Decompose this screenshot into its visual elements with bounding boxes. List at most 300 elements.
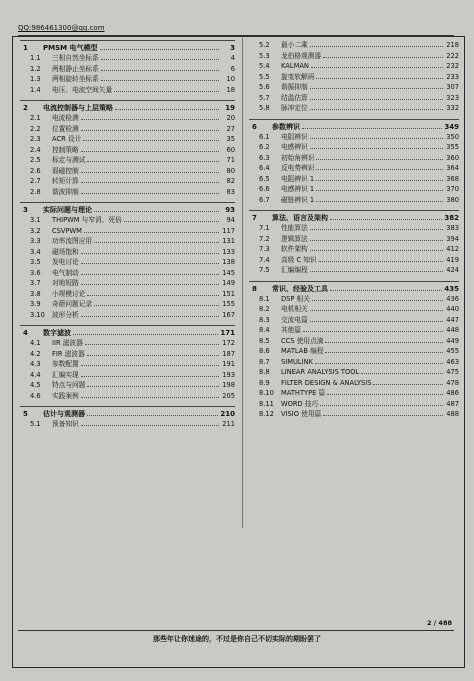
toc-entry-title: 其他篇 — [281, 326, 302, 334]
toc-entry-title: 谐振抑制 — [281, 83, 308, 91]
toc-leader-dots — [311, 61, 443, 68]
toc-section-entry[interactable] — [20, 419, 235, 430]
toc-section-entry[interactable] — [20, 215, 235, 226]
toc-leader-dots — [87, 349, 219, 356]
toc-entry-number: 2.8 — [30, 187, 41, 196]
toc-entry-title: VISIO 使用篇 — [281, 410, 322, 418]
toc-entry-page: 71 — [226, 156, 235, 164]
toc-entry-number: 1.3 — [30, 75, 41, 83]
toc-entry-page: 440 — [446, 305, 459, 313]
toc-entry-number: 8 — [252, 284, 257, 293]
toc-entry-page: 307 — [446, 83, 459, 91]
toc-entry-page: 350 — [446, 132, 459, 141]
toc-section-entry[interactable] — [249, 244, 459, 255]
toc-section-entry[interactable] — [20, 155, 235, 166]
toc-entry-title: 估计与观测器 — [43, 410, 85, 418]
toc-entry-number: 7.5 — [259, 266, 270, 274]
toc-entry-page: 447 — [446, 315, 459, 324]
toc-entry-page: 360 — [446, 153, 459, 162]
toc-entry-page: 436 — [446, 294, 459, 303]
toc-entry-page: 155 — [222, 300, 235, 308]
toc-entry-number: 6.7 — [259, 195, 270, 204]
toc-entry-page: 145 — [222, 268, 235, 277]
toc-entry-title: CCS 使用点滴 — [281, 336, 324, 345]
toc-entry-title: 电感辨识 — [281, 143, 308, 151]
toc-entry-number: 5.6 — [259, 83, 270, 91]
toc-entry-title: 电感辨识 1 — [281, 185, 315, 193]
toc-entry-page: 93 — [225, 206, 235, 214]
toc-entry-number: 8.7 — [259, 357, 270, 366]
toc-section-entry[interactable] — [249, 51, 459, 62]
toc-entry-title: 发电讨论 — [52, 258, 79, 266]
toc-entry-page: 20 — [226, 114, 235, 122]
toc-entry-title: 交流电篇 — [281, 315, 308, 324]
toc-entry-number: 7.2 — [259, 234, 270, 243]
toc-section-entry[interactable] — [249, 174, 459, 185]
toc-section-entry[interactable] — [20, 85, 235, 96]
toc-section-entry[interactable] — [20, 187, 235, 198]
toc-entry-title: CSVPWM — [52, 226, 82, 235]
toc-leader-dots — [319, 255, 443, 262]
toc-entry-page: 475 — [446, 368, 459, 376]
toc-entry-page: 210 — [220, 410, 235, 418]
toc-section-entry[interactable] — [249, 132, 459, 143]
toc-section-entry[interactable] — [249, 163, 459, 174]
toc-entry-number: 8.5 — [259, 336, 270, 345]
toc-entry-page: 131 — [222, 237, 235, 245]
toc-section-entry[interactable] — [249, 103, 459, 114]
toc-entry-page: 149 — [222, 279, 235, 287]
toc-entry-page: 435 — [444, 284, 459, 293]
toc-entry-number: 3.9 — [30, 300, 41, 308]
toc-section-entry[interactable] — [20, 74, 235, 85]
toc-entry-page: 449 — [446, 336, 459, 345]
toc-entry-title: THIPWM 与窄消、死倍 — [52, 216, 122, 224]
toc-chapter-entry[interactable] — [249, 281, 459, 294]
toc-entry-page: 233 — [446, 72, 459, 81]
toc-entry-page: 18 — [226, 85, 235, 94]
toc-section-entry[interactable] — [20, 64, 235, 75]
toc-entry-title: PMSM 电气模型 — [43, 44, 98, 52]
toc-entry-number: 3.2 — [30, 226, 41, 235]
toc-entry-number: 2.1 — [30, 114, 41, 122]
toc-entry-title: 汇编实现 — [52, 370, 79, 379]
toc-section-entry[interactable] — [249, 409, 459, 420]
toc-entry-title: DSP 相关 — [281, 294, 310, 303]
toc-leader-dots — [330, 284, 442, 291]
toc-entry-number: 3.4 — [30, 247, 41, 256]
toc-entry-title: 电阻辨识 1 — [281, 174, 315, 183]
toc-entry-title: 反电势辨识 — [281, 164, 315, 172]
toc-entry-title: 数字滤波 — [43, 329, 71, 337]
toc-leader-dots — [124, 215, 219, 222]
toc-entry-title: 电机相关 — [281, 305, 308, 313]
toc-leader-dots — [310, 265, 443, 272]
toc-entry-number: 8.10 — [259, 389, 274, 397]
toc-entry-title: 控制策略 — [52, 145, 79, 154]
toc-entry-title: 电流控制器与上层策略 — [43, 104, 113, 112]
toc-entry-number: 7.3 — [259, 245, 270, 253]
footer-rule — [18, 630, 454, 631]
toc-chapter-entry[interactable] — [20, 40, 235, 53]
toc-entry-page: 171 — [220, 329, 235, 337]
toc-entry-number: 5.3 — [259, 51, 270, 60]
toc-section-entry[interactable] — [249, 367, 459, 378]
toc-section-entry[interactable] — [249, 378, 459, 389]
toc-section-entry[interactable] — [249, 336, 459, 347]
toc-entry-page: 167 — [222, 310, 235, 319]
toc-section-entry[interactable] — [249, 195, 459, 206]
toc-section-entry[interactable] — [249, 82, 459, 93]
toc-entry-title: 标定与测试 — [52, 156, 86, 164]
toc-leader-dots — [310, 315, 443, 322]
toc-section-entry[interactable] — [249, 40, 459, 51]
toc-entry-title: 汇编编程 — [281, 266, 308, 274]
toc-entry-page: 94 — [226, 216, 235, 224]
toc-entry-page: 394 — [446, 234, 459, 243]
toc-entry-page: 35 — [226, 135, 235, 143]
toc-section-entry[interactable] — [249, 315, 459, 326]
toc-entry-number: 6.2 — [259, 143, 270, 151]
toc-entry-number: 6.5 — [259, 174, 270, 183]
toc-entry-title: 谐波抑制 — [52, 187, 79, 196]
toc-entry-title: 三相自然坐标系 — [52, 54, 99, 62]
toc-leader-dots — [330, 213, 442, 220]
toc-entry-number: 1.2 — [30, 64, 41, 73]
toc-entry-page: 332 — [446, 104, 459, 112]
toc-leader-dots — [320, 399, 443, 406]
toc-entry-title: 位置检测 — [52, 124, 79, 133]
toc-leader-dots — [114, 85, 219, 92]
toc-entry-title: 脉冲定位 — [281, 104, 308, 112]
toc-leader-dots — [81, 359, 219, 366]
toc-section-entry[interactable] — [20, 299, 235, 310]
toc-leader-dots — [115, 103, 219, 110]
toc-entry-number: 4.3 — [30, 360, 41, 368]
toc-entry-page: 133 — [222, 247, 235, 256]
toc-right-column — [249, 40, 459, 420]
toc-chapter-entry[interactable] — [20, 325, 235, 338]
toc-entry-page: 218 — [446, 41, 459, 49]
toc-leader-dots — [87, 289, 219, 296]
toc-entry-number: 4 — [23, 329, 28, 337]
toc-section-entry[interactable] — [20, 145, 235, 156]
toc-entry-number: 3.6 — [30, 268, 41, 277]
toc-entry-title: 软件架构 — [281, 245, 308, 253]
toc-entry-title: LINEAR ANALYSIS TOOL — [281, 368, 360, 376]
toc-section-entry[interactable] — [249, 265, 459, 276]
toc-leader-dots — [315, 357, 443, 364]
toc-leader-dots — [310, 234, 443, 241]
toc-entry-number: 4.5 — [30, 381, 41, 389]
toc-leader-dots — [310, 103, 443, 110]
toc-entry-number: 4.2 — [30, 349, 41, 358]
toc-section-entry[interactable] — [20, 359, 235, 370]
toc-entry-page: 4 — [230, 54, 235, 62]
toc-leader-dots — [316, 163, 443, 170]
toc-entry-title: IIR 滤波器 — [52, 339, 83, 347]
toc-entry-page: 6 — [230, 64, 235, 73]
toc-entry-number: 4.4 — [30, 370, 41, 379]
toc-entry-number: 5.5 — [259, 72, 270, 81]
toc-entry-page: 10 — [226, 75, 235, 83]
toc-entry-page: 424 — [446, 266, 459, 274]
toc-section-entry[interactable] — [20, 124, 235, 135]
toc-leader-dots — [310, 142, 443, 149]
toc-entry-number: 5.8 — [259, 104, 270, 112]
toc-entry-number: 8.12 — [259, 410, 274, 418]
toc-leader-dots — [310, 82, 443, 89]
toc-entry-title: 转矩计算 — [52, 177, 79, 185]
toc-entry-number: 2.6 — [30, 166, 41, 175]
toc-entry-page: 83 — [226, 187, 235, 196]
toc-leader-dots — [81, 391, 219, 398]
toc-section-entry[interactable] — [20, 236, 235, 247]
toc-entry-title: MATHTYPE 篇 — [281, 389, 326, 397]
toc-section-entry[interactable] — [249, 234, 459, 245]
toc-entry-title: 龙伯格观测器 — [281, 51, 322, 60]
toc-leader-dots — [310, 223, 443, 230]
toc-entry-page: 187 — [222, 349, 235, 358]
toc-entry-number: 2.7 — [30, 177, 41, 185]
toc-section-entry[interactable] — [20, 166, 235, 177]
toc-entry-title: WORD 技巧 — [281, 399, 319, 408]
toc-section-entry[interactable] — [249, 93, 459, 104]
toc-leader-dots — [94, 205, 219, 212]
toc-entry-number: 5.1 — [30, 420, 41, 428]
toc-leader-dots — [100, 43, 219, 50]
toc-leader-dots — [316, 195, 443, 202]
toc-entry-page: 478 — [446, 378, 459, 387]
toc-entry-page: 419 — [446, 255, 459, 264]
toc-section-entry[interactable] — [20, 278, 235, 289]
toc-leader-dots — [312, 294, 443, 301]
toc-leader-dots — [310, 304, 443, 311]
toc-section-entry[interactable] — [249, 72, 459, 83]
toc-entry-page: 383 — [446, 224, 459, 232]
toc-entry-page: 323 — [446, 93, 459, 102]
toc-entry-number: 6.3 — [259, 153, 270, 162]
toc-entry-title: 磁场饱和 — [52, 247, 79, 256]
toc-entry-page: 80 — [226, 166, 235, 175]
toc-section-entry[interactable] — [20, 289, 235, 300]
toc-entry-title: 电气制动 — [52, 268, 79, 277]
toc-section-entry[interactable] — [20, 226, 235, 237]
toc-leader-dots — [316, 174, 443, 181]
toc-entry-page: 193 — [222, 370, 235, 379]
toc-entry-title: 小规模讨论 — [52, 289, 86, 298]
toc-leader-dots — [85, 338, 219, 345]
toc-section-entry[interactable] — [20, 268, 235, 279]
toc-entry-page: 222 — [446, 51, 459, 60]
toc-entry-number: 8.6 — [259, 347, 270, 355]
toc-leader-dots — [84, 226, 219, 233]
toc-section-entry[interactable] — [249, 61, 459, 72]
toc-entry-title: KALMAN — [281, 62, 309, 70]
toc-entry-number: 1.4 — [30, 85, 41, 94]
toc-leader-dots — [87, 155, 219, 162]
footer-motto: 那些年让你迷途的，不过是你自己不切实际的期盼罢了 — [153, 635, 321, 643]
toc-entry-number: 8.2 — [259, 305, 270, 313]
toc-entry-page: 198 — [222, 381, 235, 389]
toc-entry-number: 8.4 — [259, 326, 270, 334]
toc-entry-number: 7.1 — [259, 224, 270, 232]
toc-chapter-entry[interactable] — [20, 202, 235, 215]
toc-section-entry[interactable] — [249, 346, 459, 357]
toc-section-entry[interactable] — [20, 349, 235, 360]
toc-leader-dots — [316, 184, 443, 191]
toc-section-entry[interactable] — [20, 53, 235, 64]
toc-leader-dots — [325, 336, 443, 343]
toc-entry-number: 5.7 — [259, 93, 270, 102]
toc-entry-title: 结温估算 — [281, 93, 308, 102]
toc-section-entry[interactable] — [249, 142, 459, 153]
toc-leader-dots — [87, 380, 219, 387]
toc-entry-title: 实践案例 — [52, 391, 79, 400]
toc-section-entry[interactable] — [20, 247, 235, 258]
toc-leader-dots — [325, 346, 443, 353]
toc-entry-page: 191 — [222, 360, 235, 368]
toc-entry-number: 3.8 — [30, 289, 41, 298]
toc-leader-dots — [81, 419, 219, 426]
toc-left-column — [20, 40, 235, 430]
toc-entry-title: ACR 设计 — [52, 135, 82, 143]
toc-leader-dots — [83, 134, 219, 141]
toc-leader-dots — [327, 388, 443, 395]
toc-entry-title: 对地短路 — [52, 279, 79, 287]
toc-entry-number: 5.4 — [259, 62, 270, 70]
toc-entry-number: 3.7 — [30, 279, 41, 287]
toc-entry-page: 138 — [222, 258, 235, 266]
toc-entry-title: 最小二乘 — [281, 41, 308, 49]
toc-entry-number: 3.10 — [30, 310, 45, 319]
toc-section-entry[interactable] — [249, 255, 459, 266]
toc-section-entry[interactable] — [20, 176, 235, 187]
toc-entry-page: 487 — [446, 399, 459, 408]
toc-section-entry[interactable] — [20, 391, 235, 402]
toc-entry-page: 448 — [446, 326, 459, 334]
toc-leader-dots — [310, 244, 443, 251]
toc-entry-page: 355 — [446, 143, 459, 151]
toc-leader-dots — [81, 166, 219, 173]
toc-entry-page: 463 — [446, 357, 459, 366]
toc-section-entry[interactable] — [20, 310, 235, 321]
toc-leader-dots — [101, 53, 219, 60]
toc-leader-dots — [94, 236, 219, 243]
toc-chapter-entry[interactable] — [20, 100, 235, 113]
toc-entry-title: 初始角辨识 — [281, 153, 315, 162]
toc-entry-number: 6.6 — [259, 185, 270, 193]
toc-entry-number: 6.1 — [259, 132, 270, 141]
toc-entry-page: 382 — [444, 214, 459, 222]
toc-section-entry[interactable] — [249, 184, 459, 195]
toc-entry-page: 211 — [222, 420, 235, 428]
toc-leader-dots — [101, 64, 219, 71]
toc-leader-dots — [323, 409, 443, 416]
toc-leader-dots — [303, 325, 443, 332]
toc-entry-number: 1.1 — [30, 54, 41, 62]
toc-entry-title: 高级 C 知识 — [281, 255, 317, 264]
toc-section-entry[interactable] — [20, 338, 235, 349]
toc-entry-page: 380 — [446, 195, 459, 204]
toc-entry-page: 27 — [226, 124, 235, 133]
toc-entry-number: 8.3 — [259, 315, 270, 324]
toc-entry-title: MATLAB 编程 — [281, 347, 324, 355]
toc-entry-title: SIMULINK — [281, 357, 313, 366]
toc-leader-dots — [81, 176, 219, 183]
toc-section-entry[interactable] — [20, 380, 235, 391]
toc-entry-number: 8.9 — [259, 378, 270, 387]
toc-entry-page: 3 — [230, 44, 235, 52]
toc-chapter-entry[interactable] — [20, 406, 235, 419]
toc-entry-title: 波形分析 — [52, 310, 79, 319]
toc-entry-title: 两相静止坐标系 — [52, 64, 99, 73]
toc-section-entry[interactable] — [249, 399, 459, 410]
page-number: 2 / 488 — [427, 619, 452, 627]
toc-entry-page: 412 — [446, 245, 459, 253]
toc-section-entry[interactable] — [20, 134, 235, 145]
toc-entry-number: 1 — [23, 44, 28, 52]
toc-section-entry[interactable] — [249, 153, 459, 164]
toc-leader-dots — [81, 268, 219, 275]
toc-section-entry[interactable] — [249, 223, 459, 234]
toc-entry-page: 232 — [446, 62, 459, 70]
toc-chapter-entry[interactable] — [249, 210, 459, 223]
header-contact: QQ:986461300@qq.com — [18, 24, 105, 32]
toc-section-entry[interactable] — [20, 257, 235, 268]
toc-leader-dots — [361, 367, 443, 374]
toc-entry-number: 2.5 — [30, 156, 41, 164]
toc-section-entry[interactable] — [249, 325, 459, 336]
toc-entry-page: 364 — [446, 164, 459, 172]
toc-leader-dots — [316, 72, 443, 79]
toc-entry-title: 电阻辨识 — [281, 132, 308, 141]
toc-entry-number: 3 — [23, 206, 28, 214]
toc-entry-title: 旋变软解码 — [281, 72, 315, 81]
toc-entry-number: 2 — [23, 104, 28, 112]
toc-entry-title: 奇葩问题记录 — [52, 300, 93, 308]
toc-entry-page: 60 — [226, 145, 235, 154]
toc-section-entry[interactable] — [20, 113, 235, 124]
toc-section-entry[interactable] — [249, 294, 459, 305]
toc-entry-number: 6.4 — [259, 164, 270, 172]
toc-entry-number: 2.2 — [30, 124, 41, 133]
toc-entry-title: 弱磁控制 — [52, 166, 79, 175]
toc-entry-title: 功率流图应用 — [52, 237, 93, 245]
toc-entry-page: 19 — [225, 104, 235, 112]
toc-section-entry[interactable] — [249, 388, 459, 399]
toc-leader-dots — [87, 409, 218, 416]
toc-section-entry[interactable] — [249, 304, 459, 315]
toc-section-entry[interactable] — [249, 357, 459, 368]
toc-entry-number: 8.1 — [259, 294, 270, 303]
toc-chapter-entry[interactable] — [249, 119, 459, 132]
toc-entry-title: 特点与问题 — [52, 381, 86, 389]
toc-leader-dots — [310, 40, 443, 47]
toc-leader-dots — [81, 124, 219, 131]
toc-entry-title: 电压、电流空间矢量 — [52, 85, 113, 94]
toc-entry-number: 8.11 — [259, 399, 274, 408]
toc-section-entry[interactable] — [20, 370, 235, 381]
toc-entry-number: 6 — [252, 122, 257, 131]
toc-entry-number: 4.1 — [30, 339, 41, 347]
toc-entry-page: 117 — [222, 226, 235, 235]
toc-entry-page: 370 — [446, 185, 459, 193]
toc-entry-page: 486 — [446, 389, 459, 397]
toc-entry-page: 151 — [222, 289, 235, 298]
toc-leader-dots — [81, 278, 219, 285]
toc-entry-number: 5 — [23, 410, 28, 418]
